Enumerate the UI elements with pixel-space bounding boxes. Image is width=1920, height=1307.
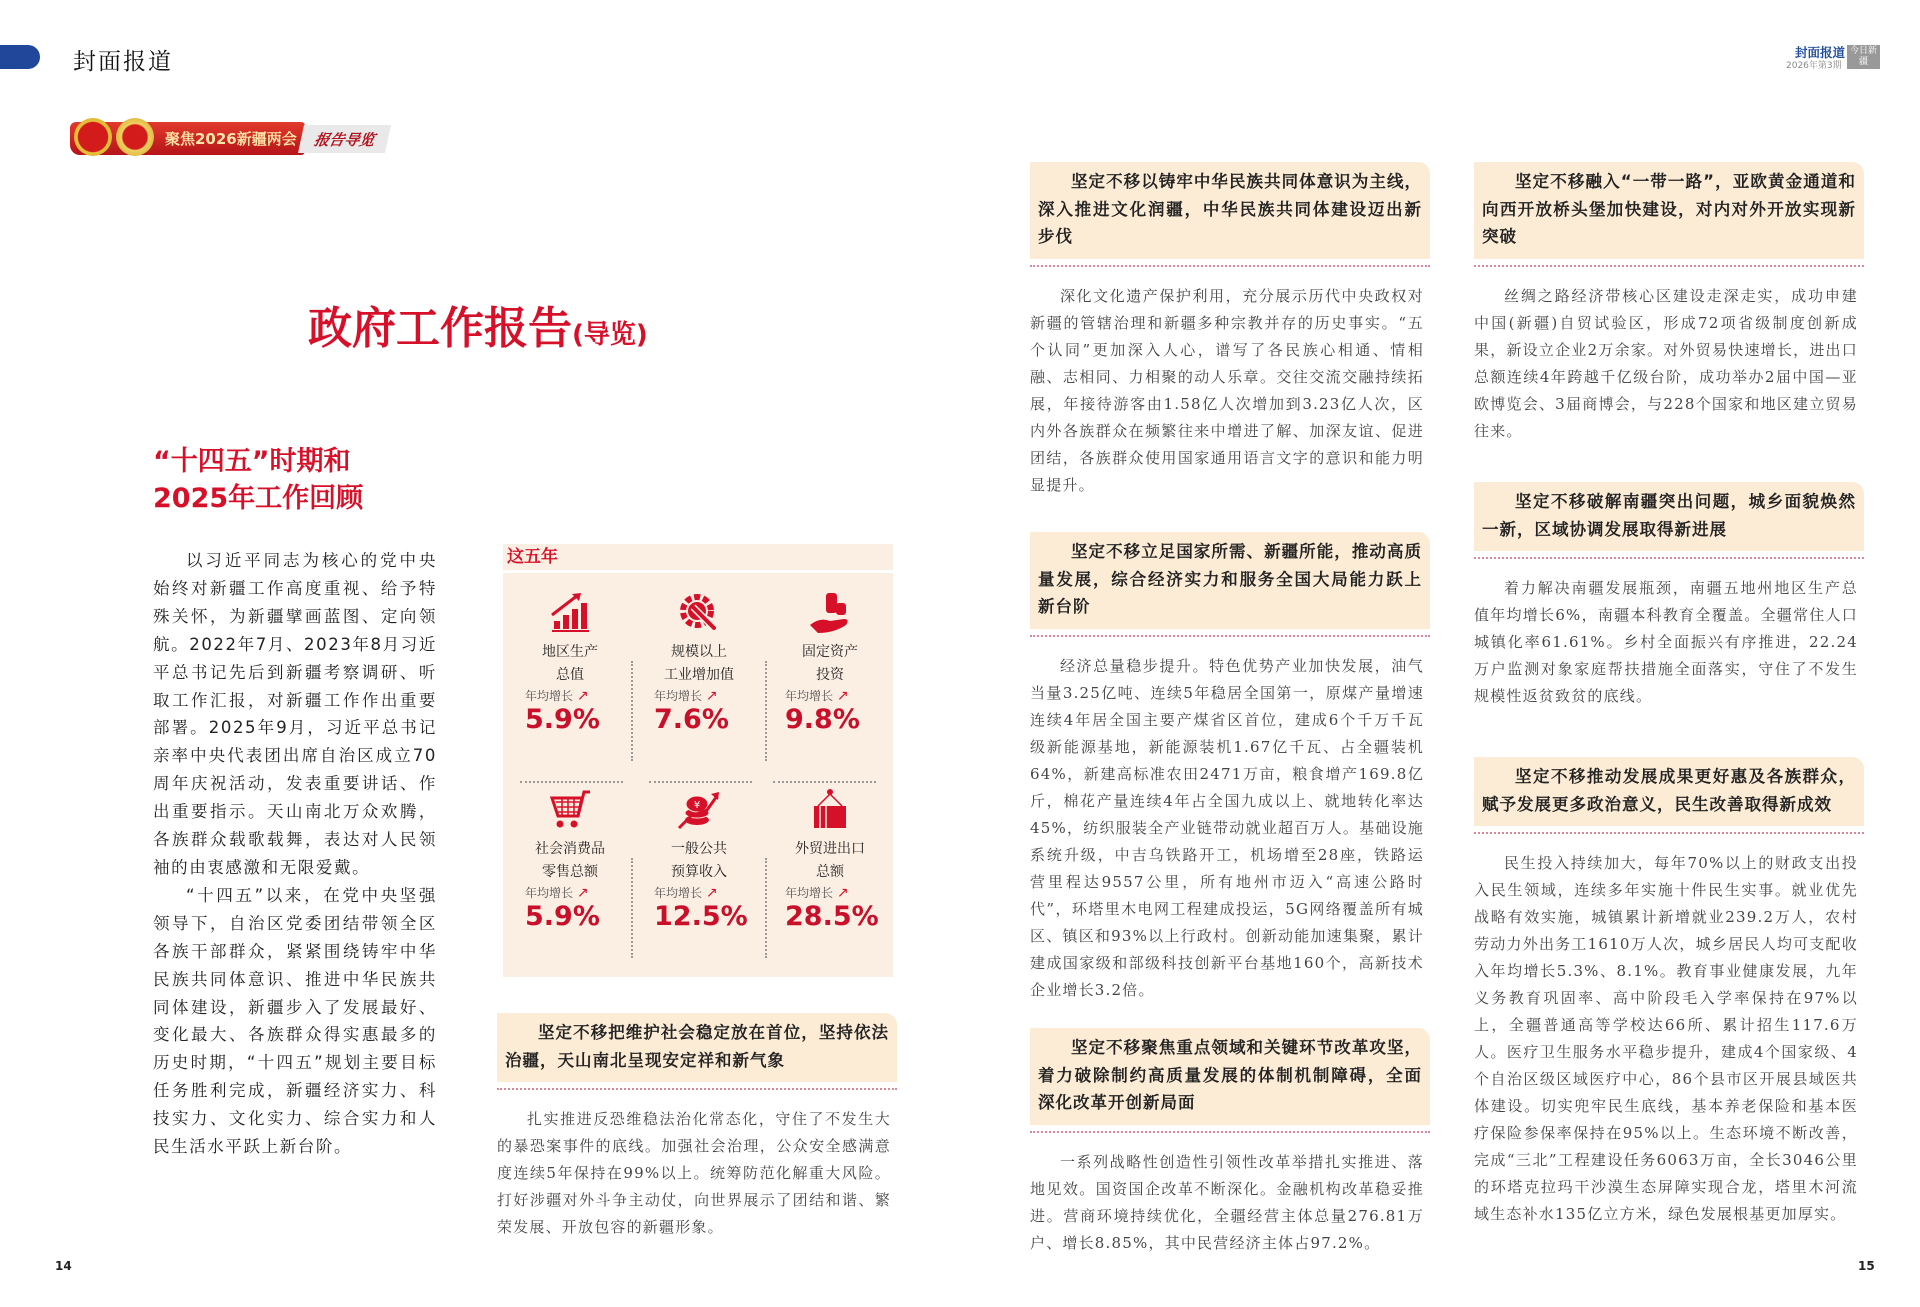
stat-value: 7.6% <box>654 704 729 735</box>
magazine-logo: 今日新疆 <box>1847 45 1880 69</box>
trend-up-icon: ↗ <box>836 885 849 901</box>
section-body: 一系列战略性创造性引领性改革举措扎实推进、落地见效。国资国企改革不断深化。金融机构改革稳妥推进。营商环境持续优化，全疆经营主体总量276.81万户、增长8.85%，其中民营经济主体占97.2%。 <box>1030 1152 1424 1252</box>
bar-chart-up-icon <box>548 591 592 635</box>
stat-retail <box>511 788 629 933</box>
section-belt-road <box>1474 162 1864 445</box>
svg-text:¥: ¥ <box>693 800 701 811</box>
divider <box>631 661 633 761</box>
stat-label: 投资 <box>816 667 844 683</box>
title-suffix: (导览) <box>572 320 648 350</box>
section-heading: 坚定不移融入“一带一路”，亚欧黄金通道和向西开放桥头堡加快建设，对内对外开放实现新突破 <box>1474 162 1864 259</box>
stat-label: 工业增加值 <box>664 667 734 683</box>
gear-wrench-icon <box>677 591 721 635</box>
dotted-divider <box>1474 265 1864 267</box>
stat-value: 28.5% <box>785 901 879 932</box>
national-emblem-icon <box>74 118 112 156</box>
page-title <box>308 292 648 356</box>
stat-value: 9.8% <box>785 704 860 735</box>
section-body: 着力解决南疆发展瓶颈，南疆五地州地区生产总值年均增长6%，南疆本科教育全覆盖。全疆常住人口城镇化率61.61%。乡村全面振兴有序推进，22.24万户监测对象家庭帮扶措施全面落实，守住了不发生规模性返贫致贫的底线。 <box>1474 579 1858 705</box>
section-header: 封面报道 <box>73 49 173 75</box>
stat-value: 5.9% <box>525 901 600 932</box>
stat-avg-label: 年均增长 ↗ <box>785 688 849 704</box>
banner-label: 聚焦2026新疆两会 <box>165 130 297 148</box>
stat-label: 规模以上 <box>671 644 727 660</box>
divider <box>773 781 876 783</box>
section-heading: 坚定不移把维护社会稳定放在首位，坚持依法治疆，天山南北呈现安定祥和新气象 <box>497 1013 897 1082</box>
stat-label: 总值 <box>556 667 584 683</box>
section-south-xinjiang <box>1474 482 1864 710</box>
divider <box>765 661 767 761</box>
section-body: 深化文化遗产保护利用，充分展示历代中央政权对新疆的管辖治理和新疆多种宗教并存的历史事实。“五个认同”更加深入人心，谱写了各民族心相通、情相融、志相同、力相聚的动人乐章。交往交流交融持续拓展，年接待游客由1.58亿人次增加到3.23亿人次，区内外各族群众在频繁往来中增进了解、加深友谊、促进团结，各族群众使用国家通用语言文字的意识和能力明显提升。 <box>1030 286 1424 494</box>
divider <box>765 858 767 958</box>
trend-up-icon: ↗ <box>576 885 589 901</box>
stat-value: 12.5% <box>654 901 748 932</box>
section-culture <box>1030 162 1430 499</box>
divider <box>520 781 623 783</box>
page-number-left: 14 <box>55 1259 72 1273</box>
cppcc-emblem-icon <box>116 118 154 156</box>
dotted-divider <box>1030 1131 1430 1133</box>
section-stability <box>497 1013 897 1241</box>
divider <box>649 781 752 783</box>
stats-heading: 这五年 <box>503 544 893 570</box>
stat-label: 预算收入 <box>671 864 727 880</box>
section-heading: 坚定不移立足国家所需、新疆所能，推动高质量发展，综合经济实力和服务全国大局能力跃上新台阶 <box>1030 532 1430 629</box>
section-heading: 坚定不移聚焦重点领域和关键环节改革攻坚，着力破除制约高质量发展的体制机制障碍，全面深化改革开创新局面 <box>1030 1028 1430 1125</box>
running-header-title: 封面报道 <box>1795 45 1846 60</box>
yuan-coins-arrow-icon <box>677 788 721 832</box>
stat-label: 社会消费品 <box>535 841 605 857</box>
stat-avg-label: 年均增长 ↗ <box>654 688 718 704</box>
stats-panel <box>503 544 893 977</box>
trend-up-icon: ↗ <box>576 688 589 704</box>
title-main: 政府工作报告 <box>308 303 572 354</box>
banner-red-bar <box>70 122 305 155</box>
dotted-divider <box>1030 635 1430 637</box>
stat-industry <box>640 591 758 736</box>
stat-label: 固定资产 <box>802 644 858 660</box>
section-subhead <box>153 443 363 517</box>
section-heading: 坚定不移破解南疆突出问题，城乡面貌焕然一新，区域协调发展取得新进展 <box>1474 482 1864 551</box>
shopping-cart-icon <box>548 788 592 832</box>
dotted-divider <box>497 1088 897 1090</box>
stat-investment <box>771 591 889 736</box>
stat-label: 地区生产 <box>542 644 598 660</box>
trend-up-icon: ↗ <box>705 688 718 704</box>
subhead-line1: “十四五”时期和 <box>153 446 351 477</box>
section-heading: 坚定不移推动发展成果更好惠及各族群众，赋予发展更多政治意义，民生改善取得新成效 <box>1474 757 1864 826</box>
dotted-divider <box>1030 265 1430 267</box>
section-livelihood <box>1474 757 1864 1228</box>
stat-label: 一般公共 <box>671 841 727 857</box>
shipping-container-icon <box>808 788 852 832</box>
dotted-divider <box>1474 832 1864 834</box>
section-heading: 坚定不移以铸牢中华民族共同体意识为主线，深入推进文化润疆，中华民族共同体建设迈出新步伐 <box>1030 162 1430 259</box>
banner-tag-text: 报告导览 <box>312 130 377 148</box>
stat-gdp <box>511 591 629 736</box>
intro-paragraph: “十四五”以来，在党中央坚强领导下，自治区党委团结带领全区各族干部群众，紧紧围绕铸牢中华民族共同体意识、推进中华民族共同体建设，新疆步入了发展最好、变化最大、各族群众得实惠最多的历史时期，“十四五”规划主要目标任务胜利完成，新疆经济实力、科技实力、文化实力、综合实力和人民生活水平跃上新台阶。 <box>153 885 437 1157</box>
section-body: 民生投入持续加大，每年70%以上的财政支出投入民生领域，连续多年实施十件民生实事。就业优先战略有效实施，城镇累计新增就业239.2万人，农村劳动力外出务工1610万人次，城乡居民人均可支配收入年均增长5.3%、8.1%。教育事业健康发展，九年义务教育巩固率、高中阶段毛入学率保持在97%以上，全疆普通高等学校达66所、累计招生117.6万人。医疗卫生服务水平稳步提升，建成4个国家级、4个自治区级区域医疗中心，86个县市区开展县域医共体建设。切实兜牢民生底线，基本养老保险和基本医疗保险参保率保持在95%以上。生态环境不断改善，完成“三北”工程建设任务6063万亩，全长3046公里的环塔克拉玛干沙漠生态屏障实现合龙，塔里木河流域生态补水135亿立方米，绿色发展根基更加厚实。 <box>1474 854 1858 1223</box>
section-color-tab <box>0 45 40 69</box>
topic-banner <box>70 119 388 158</box>
stat-value: 5.9% <box>525 704 600 735</box>
stat-trade <box>771 788 889 933</box>
dotted-divider <box>1474 557 1864 559</box>
stat-label: 外贸进出口 <box>795 841 865 857</box>
intro-paragraph: 以习近平同志为核心的党中央始终对新疆工作高度重视、给予特殊关怀，为新疆擘画蓝图、定向领航。2022年7月、2023年8月习近平总书记先后到新疆考察调研、听取工作汇报，对新疆工作作出重要部署。2025年9月，习近平总书记亲率中央代表团出席自治区成立70周年庆祝活动，发表重要讲话、作出重要指示。天山南北万众欢腾，各族群众载歌载舞，表达对人民领袖的由衷感激和无限爱戴。 <box>153 551 437 877</box>
stats-grid <box>503 573 893 977</box>
stat-avg-label: 年均增长 ↗ <box>525 688 589 704</box>
stat-avg-label: 年均增长 ↗ <box>654 885 718 901</box>
banner-tag <box>298 125 391 153</box>
trend-up-icon: ↗ <box>705 885 718 901</box>
issue-number: 2026年第3期 <box>1786 61 1842 71</box>
stat-avg-label: 年均增长 ↗ <box>785 885 849 901</box>
stat-budget <box>640 788 758 933</box>
page-number-right: 15 <box>1858 1259 1875 1273</box>
stat-label: 总额 <box>816 864 844 880</box>
section-economy <box>1030 532 1430 1004</box>
intro-text <box>153 547 437 1161</box>
section-body: 经济总量稳步提升。特色优势产业加快发展，油气当量3.25亿吨、连续5年稳居全国第一，原煤产量增速连续4年居全国主要产煤省区首位，建成6个千万千瓦级新能源基地，新能源装机1.67亿千瓦、占全疆装机64%，新建高标准农田2471万亩，粮食增产169.8亿斤，棉花产量连续4年占全国九成以上、就地转化率达45%，纺织服装全产业链带动就业超百万人。基础设施系统升级，中吉乌铁路开工，机场增至28座，铁路运营里程达9557公里，所有地州市迈入“高速公路时代”，环塔里木电网工程建成投运，5G网络覆盖所有城区、镇区和93%以上行政村。创新动能加速集聚，累计建成国家级和部级科技创新平台基地160个，高新技术企业增长3.2倍。 <box>1030 656 1424 999</box>
section-reform <box>1030 1028 1430 1257</box>
coins-hand-icon <box>808 591 852 635</box>
section-body: 扎实推进反恐维稳法治化常态化，守住了不发生大的暴恐案事件的底线。加强社会治理，公众安全感满意度连续5年保持在99%以上。统筹防范化解重大风险。打好涉疆对外斗争主动仗，向世界展示了团结和谐、繁荣发展、开放包容的新疆形象。 <box>497 1110 891 1236</box>
divider <box>631 858 633 958</box>
stat-avg-label: 年均增长 ↗ <box>525 885 589 901</box>
trend-up-icon: ↗ <box>836 688 849 704</box>
stat-label: 零售总额 <box>542 864 598 880</box>
section-body: 丝绸之路经济带核心区建设走深走实，成功申建中国(新疆)自贸试验区，形成72项省级制度创新成果，新设立企业2万余家。对外贸易快速增长，进出口总额连续4年跨越千亿级台阶，成功举办2届中国—亚欧博览会、3届商博会，与228个国家和地区建立贸易往来。 <box>1474 286 1858 440</box>
subhead-line2: 2025年工作回顾 <box>153 483 364 514</box>
